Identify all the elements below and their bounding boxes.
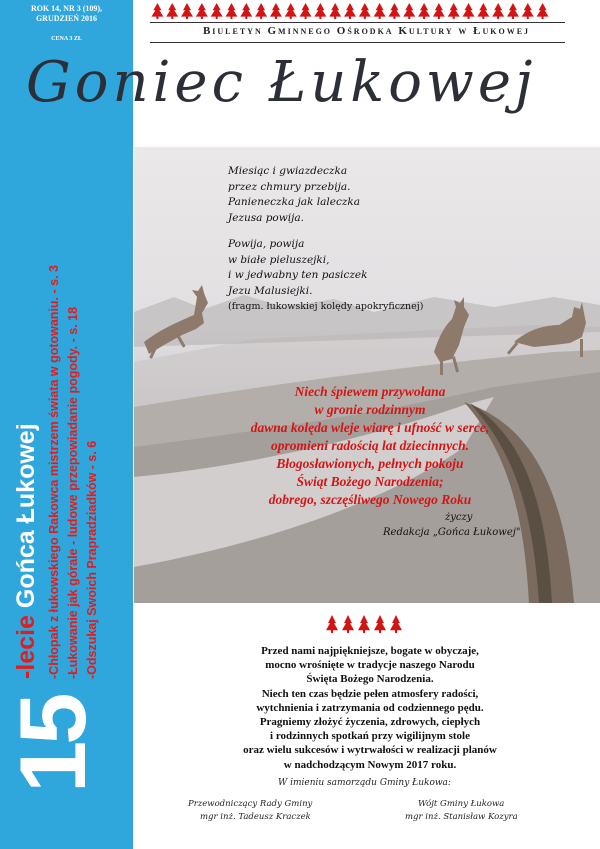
anniversary-title: Gońca Łukowej xyxy=(12,423,40,609)
greeting-line: w nadchodzącym Nowym 2017 roku. xyxy=(283,758,457,771)
tree-icon xyxy=(181,3,193,19)
poem-line: i w jedwabny ten pasiczek xyxy=(228,269,368,281)
tree-icon xyxy=(522,3,534,19)
tree-icon xyxy=(492,3,504,19)
poem-fragment xyxy=(228,164,423,315)
poem-source: (fragm. łukowskiej kolędy apokryficznej) xyxy=(228,301,424,312)
tree-icon xyxy=(225,3,237,19)
tree-icon xyxy=(358,615,370,633)
headline-1: -Chłopak z łukowskiego Rakowca mistrzem świata w gotowaniu. - s. 3 xyxy=(47,265,61,679)
issue-date: GRUDZIEŃ 2016 xyxy=(35,14,98,23)
tree-icon xyxy=(329,3,341,19)
poem-line: przez chmury przebija. xyxy=(228,180,351,193)
greeting-line: i rodzinnych spotkań przy wigilijnym stole xyxy=(270,730,470,743)
municipal-greeting xyxy=(160,644,580,772)
tree-icon xyxy=(344,3,356,19)
tree-icon xyxy=(537,3,549,19)
poem-line: Jezusa powija. xyxy=(228,211,304,224)
wish-line: Świąt Bożego Narodzenia; xyxy=(296,474,444,489)
anniversary-heading xyxy=(12,423,41,679)
greeting-line: wytchnienia i zatrzymania od codziennego pędu. xyxy=(256,701,484,714)
tree-icon xyxy=(463,3,475,19)
wish-line: dobrego, szczęśliwego Nowego Roku xyxy=(268,492,472,507)
tree-icon xyxy=(418,3,430,19)
greeting-line: mocno wrośnięte w tradycje naszego Narodu xyxy=(265,659,475,672)
wishes-signature: Redakcja „Gońca Łukowej" xyxy=(383,527,521,538)
tree-icon xyxy=(166,3,178,19)
tree-icon xyxy=(374,3,386,19)
tree-icon xyxy=(374,615,386,633)
greeting-line: Niech ten czas będzie pełen atmosfery radości, xyxy=(261,687,479,700)
tree-icon xyxy=(448,3,460,19)
poem-stanza-gap xyxy=(228,226,423,237)
tree-icon xyxy=(314,3,326,19)
tree-icon xyxy=(255,3,267,19)
headline-3: -Odszukaj Swoich Prapradziadków - s. 6 xyxy=(85,440,99,679)
poem-line: Jezu Malusiejki. xyxy=(228,284,313,297)
wish-line: Błogosławionych, pełnych pokoju xyxy=(276,456,464,471)
signer-right-title: Wójt Gminy Łukowa xyxy=(418,799,505,809)
tree-icon xyxy=(300,3,312,19)
christmas-wishes xyxy=(150,383,590,509)
tree-icon xyxy=(270,3,282,19)
signer-right-name: mgr inż. Stanisław Kozyra xyxy=(405,812,518,822)
header-rule-bottom xyxy=(150,42,565,43)
greeting-line: Pragniemy złożyć życzenia, zdrowych, ciepłych xyxy=(259,716,481,729)
magazine-title: Goniec Łukowej xyxy=(26,50,537,115)
tree-icon xyxy=(390,615,402,633)
tree-icon xyxy=(477,3,489,19)
anniversary-number: 15 xyxy=(0,696,105,793)
tree-border-top xyxy=(150,3,550,19)
poem-line: w białe pieluszejki, xyxy=(228,253,330,266)
poem-line: Miesiąc i gwiazdeczka xyxy=(228,165,348,177)
tree-ornament xyxy=(324,615,404,633)
wish-line: dawna kolęda wleje wiarę i ufność w serce, xyxy=(250,420,490,435)
signer-left-title: Przewodniczący Rady Gminy xyxy=(188,799,313,809)
tree-icon xyxy=(240,3,252,19)
greeting-line: Święta Bożego Narodzenia. xyxy=(306,673,434,686)
wish-line: w gronie rodzinnym xyxy=(314,402,426,417)
tree-icon xyxy=(342,615,354,633)
poem-line: Panieneczka jak laleczka xyxy=(228,196,360,208)
wishes-verb: życzy xyxy=(445,512,473,523)
tree-icon xyxy=(326,615,338,633)
tree-icon xyxy=(285,3,297,19)
tree-icon xyxy=(388,3,400,19)
bulletin-subtitle: Biuletyn Gminnego Ośrodka Kultury w Łukowej xyxy=(202,25,531,37)
sidebar-vertical-text xyxy=(0,49,133,849)
wish-line: Niech śpiewem przywołana xyxy=(294,384,446,399)
tree-icon xyxy=(151,3,163,19)
anniversary-suffix: -lecie xyxy=(12,615,40,679)
tree-icon xyxy=(196,3,208,19)
headline-2: -Łukowanie jak górale - ludowe przepowiadanie pogody. - s. 18 xyxy=(66,306,80,679)
tree-icon xyxy=(433,3,445,19)
tree-icon xyxy=(403,3,415,19)
issue-price: CENA 3 ZŁ xyxy=(51,36,82,42)
issue-volume: ROK 14, NR 3 (109), xyxy=(30,4,103,13)
signer-left-name: mgr inż. Tadeusz Kraczek xyxy=(200,812,311,822)
greeting-line: oraz wielu sukcesów i wytrwałości w realizacji planów xyxy=(243,744,497,757)
tree-icon xyxy=(507,3,519,19)
tree-icon xyxy=(359,3,371,19)
wish-line: opromieni radością lat dziecinnych. xyxy=(270,438,469,453)
poem-line: Powija, powija xyxy=(228,238,305,250)
greeting-line: Przed nami najpiękniejsze, bogate w obyczaje, xyxy=(261,645,479,657)
header-rule-top xyxy=(150,22,565,23)
behalf-line: W imieniu samorządu Gminy Łukowa: xyxy=(278,778,451,788)
tree-icon xyxy=(211,3,223,19)
